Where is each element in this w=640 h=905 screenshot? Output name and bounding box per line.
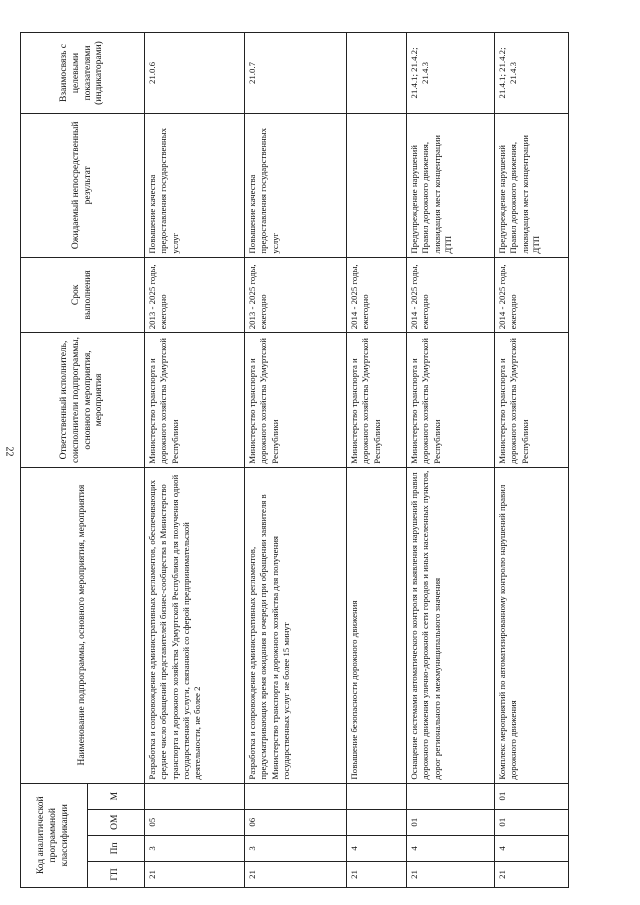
table-row — [245, 33, 347, 888]
program-table — [20, 32, 569, 888]
table-header — [21, 33, 145, 888]
cell-om: 06 — [245, 809, 347, 835]
cell-m — [407, 783, 495, 809]
header-code-pp: Пп — [88, 835, 145, 861]
cell-responsible: Министерство транспорта и дорожного хозяйства Удмуртской Республики — [145, 333, 245, 467]
cell-name: Комплекс мероприятий по автоматизированному контролю нарушений правил дорожного движения — [495, 467, 569, 783]
cell-result: Повышение качества предоставления государственных услуг — [245, 114, 347, 258]
cell-pp: 3 — [145, 835, 245, 861]
table-row — [495, 33, 569, 888]
cell-gp: 21 — [495, 861, 569, 887]
cell-m — [245, 783, 347, 809]
cell-m — [347, 783, 407, 809]
cell-gp: 21 — [407, 861, 495, 887]
cell-result: Предупреждение нарушений Правил дорожного движения, ликвидация мест концентрации ДТП — [407, 114, 495, 258]
cell-name: Повышение безопасности дорожного движения — [347, 467, 407, 783]
cell-m — [145, 783, 245, 809]
cell-term: 2013 - 2025 годы, ежегодно — [245, 257, 347, 333]
cell-pp: 4 — [407, 835, 495, 861]
cell-om: 05 — [145, 809, 245, 835]
cell-link: 21.0.7 — [245, 33, 347, 114]
cell-responsible: Министерство транспорта и дорожного хозяйства Удмуртской Республики — [495, 333, 569, 467]
cell-name: Разработка и сопровождение административных регламентов, обеспечивающих среднее число обращений представителей бизнес-сообщества в Министерство транспорта и дорожного хозяйства Удмуртской Республики для получения одной государственной услуги, связанной со сферой предпринимательской деятельности, не более 2 — [145, 467, 245, 783]
cell-name: Разработка и сопровождение административных регламентов, предусматривающих время ожидания в очереди при обращении заявителя в Министерство транспорта и дорожного хозяйства для получения государственных услуг не более 15 минут — [245, 467, 347, 783]
cell-responsible: Министерство транспорта и дорожного хозяйства Удмуртской Республики — [245, 333, 347, 467]
cell-m: 01 — [495, 783, 569, 809]
cell-result: Предупреждение нарушений Правил дорожного движения, ликвидация мест концентрации ДТП — [495, 114, 569, 258]
header-term: Срок выполнения — [21, 257, 145, 333]
header-code-om: ОМ — [88, 809, 145, 835]
cell-link — [347, 33, 407, 114]
rotated-page — [20, 32, 610, 888]
cell-om: 01 — [407, 809, 495, 835]
header-link: Взаимосвязь с целевыми показателями (индикаторами) — [21, 33, 145, 114]
table-body — [145, 33, 569, 888]
header-code-group: Код аналитической программной классификации — [21, 783, 88, 887]
cell-pp: 4 — [495, 835, 569, 861]
header-result: Ожидаемый непосредственный результат — [21, 114, 145, 258]
cell-om: 01 — [495, 809, 569, 835]
header-responsible: Ответственный исполнитель, соисполнители подпрограммы, основного мероприятия, мероприятия — [21, 333, 145, 467]
cell-pp: 4 — [347, 835, 407, 861]
cell-link: 21.4.1; 21.4.2; 21.4.3 — [407, 33, 495, 114]
header-code-gp: ГП — [88, 861, 145, 887]
cell-gp: 21 — [245, 861, 347, 887]
cell-link: 21.0.6 — [145, 33, 245, 114]
cell-result — [347, 114, 407, 258]
page-number: 22 — [3, 446, 15, 457]
table-row — [347, 33, 407, 888]
cell-responsible: Министерство транспорта и дорожного хозяйства Удмуртской Республики — [407, 333, 495, 467]
table-row — [145, 33, 245, 888]
header-code-m: М — [88, 783, 145, 809]
header-name: Наименование подпрограммы, основного мероприятия, мероприятия — [21, 467, 145, 783]
cell-responsible: Министерство транспорта и дорожного хозяйства Удмуртской Республики — [347, 333, 407, 467]
cell-gp: 21 — [347, 861, 407, 887]
cell-pp: 3 — [245, 835, 347, 861]
cell-term: 2013 - 2025 годы, ежегодно — [145, 257, 245, 333]
cell-term: 2014 - 2025 годы, ежегодно — [347, 257, 407, 333]
cell-link: 21.4.1; 21.4.2; 21.4.3 — [495, 33, 569, 114]
cell-name: Оснащение системами автоматического контроля и выявления нарушений правил дорожного движения улично-дорожной сети городов и иных населенных пунктов, дорог регионального и межмуниципального значения — [407, 467, 495, 783]
cell-result: Повышение качества предоставления государственных услуг — [145, 114, 245, 258]
table-row — [407, 33, 495, 888]
cell-gp: 21 — [145, 861, 245, 887]
cell-term: 2014 - 2025 годы, ежегодно — [407, 257, 495, 333]
cell-om — [347, 809, 407, 835]
cell-term: 2014 - 2025 годы, ежегодно — [495, 257, 569, 333]
